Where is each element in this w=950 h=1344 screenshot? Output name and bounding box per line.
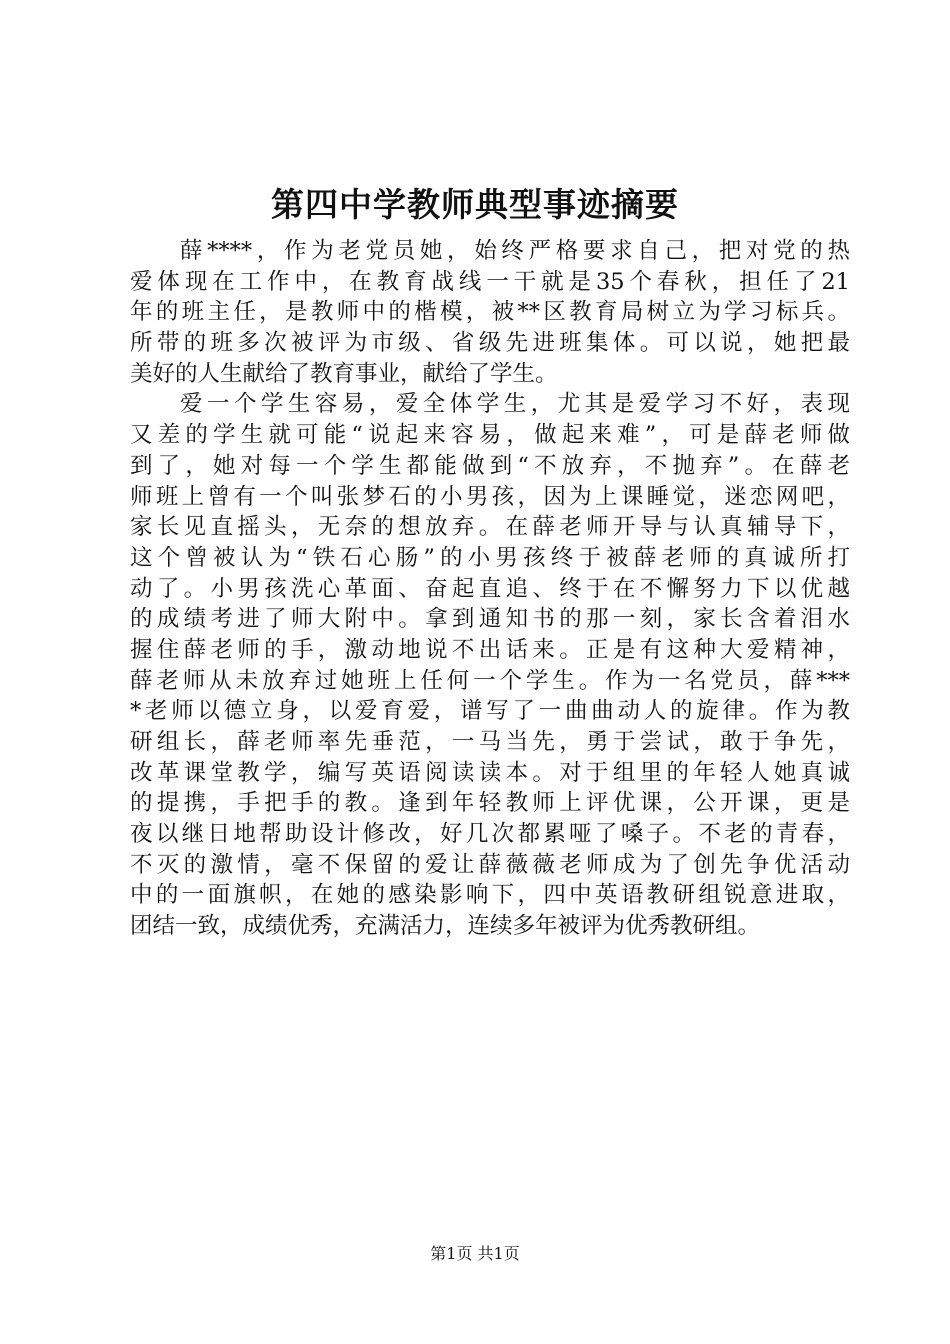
paragraph-2-line: 薛老师从未放弃过她班上任何一个学生。作为一名党员，薛*** bbox=[130, 667, 850, 694]
paragraph-2-line: 不灭的激情，毫不保留的爱让薛薇薇老师成为了创先争优活动 bbox=[130, 851, 850, 878]
paragraph-2-line: 爱一个学生容易，爱全体学生，尤其是爱学习不好，表现 bbox=[180, 391, 850, 418]
paragraph-2-line: 到了，她对每一个学生都能做到“不放弃，不抛弃”。在薛老 bbox=[130, 452, 850, 479]
paragraph-2-line: 又差的学生就可能“说起来容易，做起来难”，可是薛老师做 bbox=[130, 422, 850, 449]
paragraph-2-line: 握住薛老师的手，激动地说不出话来。正是有这种大爱精神， bbox=[130, 636, 850, 663]
paragraph-2-line: 的提携，手把手的教。逢到年轻教师上评优课，公开课，更是 bbox=[130, 790, 850, 817]
document-title: 第四中学教师典型事迹摘要 bbox=[271, 185, 679, 224]
paragraph-2-line: *老师以德立身，以爱育爱，谱写了一曲曲动人的旋律。作为教 bbox=[130, 698, 850, 725]
paragraph-1-line: 薛****，作为老党员她，始终严格要求自己，把对党的热 bbox=[180, 238, 850, 264]
paragraph-2-line: 改革课堂教学，编写英语阅读读本。对于组里的年轻人她真诚 bbox=[130, 759, 850, 786]
paragraph-1-line: 年的班主任，是教师中的楷模，被**区教育局树立为学习标兵。 bbox=[130, 299, 850, 326]
page-footer: 第1页 共1页 bbox=[430, 1244, 520, 1263]
paragraph-2-line: 团结一致，成绩优秀，充满活力，连续多年被评为优秀教研组。 bbox=[130, 913, 761, 940]
document-body bbox=[130, 236, 850, 942]
paragraph-2-line: 的成绩考进了师大附中。拿到通知书的那一刻，家长含着泪水 bbox=[130, 606, 850, 633]
paragraph-2-line: 中的一面旗帜，在她的感染影响下，四中英语教研组锐意进取， bbox=[130, 882, 850, 909]
paragraph-1-line: 所带的班多次被评为市级、省级先进班集体。可以说，她把最 bbox=[130, 330, 850, 357]
paragraph-2-line: 动了。小男孩洗心革面、奋起直追、终于在不懈努力下以优越 bbox=[130, 575, 850, 602]
paragraph-2-line: 家长见直摇头，无奈的想放弃。在薛老师开导与认真辅导下， bbox=[130, 514, 850, 541]
paragraph-2-line: 夜以继日地帮助设计修改，好几次都累哑了嗓子。不老的青春， bbox=[130, 821, 850, 848]
paragraph-2-line: 研组长，薛老师率先垂范，一马当先，勇于尝试，敢于争先， bbox=[130, 729, 850, 755]
paragraph-2-line: 师班上曾有一个叫张梦石的小男孩，因为上课睡觉，迷恋网吧， bbox=[130, 483, 850, 510]
paragraph-1-line: 美好的人生献给了教育事业，献给了学生。 bbox=[130, 360, 558, 387]
paragraph-2-line: 这个曾被认为“铁石心肠”的小男孩终于被薛老师的真诚所打 bbox=[130, 544, 850, 571]
paragraph-1-line: 爱体现在工作中，在教育战线一干就是35个春秋，担任了21 bbox=[130, 268, 850, 295]
